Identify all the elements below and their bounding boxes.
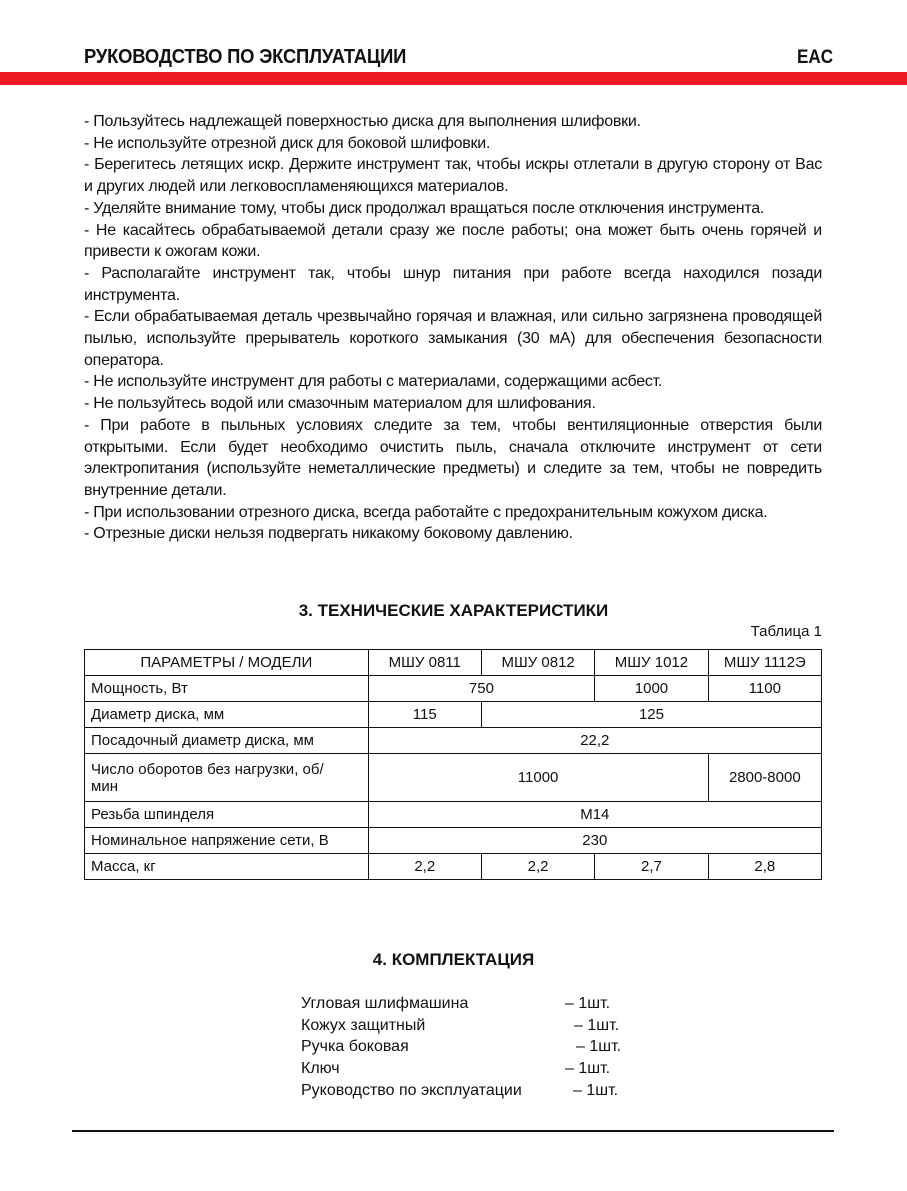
value-cell: 125 (481, 702, 821, 728)
table-row (85, 702, 822, 728)
header-cell: ПАРАМЕТРЫ / МОДЕЛИ (85, 650, 369, 676)
item-qty: – 1шт. (565, 995, 611, 1012)
instruction: - Не используйте отрезной диск для боковой шлифовки. (84, 134, 491, 152)
item-name: Угловая шлифмашина (301, 995, 469, 1012)
table-row (85, 854, 822, 880)
table-header-row (85, 650, 822, 676)
table-caption: Таблица 1 (750, 623, 822, 640)
value-cell: 1000 (595, 676, 708, 702)
document-header-title: РУКОВОДСТВО ПО ЭКСПЛУАТАЦИИ (84, 46, 407, 68)
list-item (301, 1015, 620, 1037)
safety-instructions (84, 111, 822, 545)
item-qty: – 1шт. (576, 1038, 622, 1056)
param-label: Посадочный диаметр диска, мм (85, 728, 369, 754)
instruction: - Не пользуйтесь водой или смазочным материалом для шлифования. (84, 395, 596, 413)
list-item (301, 993, 611, 1015)
list-item (301, 1080, 619, 1102)
param-label: Резьба шпинделя (85, 802, 369, 828)
value-cell: 2,7 (595, 854, 708, 880)
table-row (85, 754, 822, 802)
param-label: Номинальное напряжение сети, В (85, 828, 369, 854)
section-title-specs: 3. ТЕХНИЧЕСКИЕ ХАРАКТЕРИСТИКИ (298, 601, 609, 620)
header-cell: МШУ 1112Э (708, 650, 821, 676)
list-item (301, 1058, 611, 1080)
instruction: - Не касайтесь обрабатываемой детали сразу же после работы; она может быть очень горячей и привести к ожогам кожи. (84, 221, 822, 261)
param-label: Число оборотов без нагрузки, об/мин (85, 754, 369, 802)
value-cell: 2,8 (708, 854, 821, 880)
header-red-bar (0, 72, 907, 85)
instruction: - Берегитесь летящих искр. Держите инструмент так, чтобы искры отлетали в другую сторону от Вас и других людей или легковоспламеняющихся материалов. (84, 156, 822, 196)
table-row (85, 828, 822, 854)
list-item (301, 1036, 622, 1058)
table-row (85, 728, 822, 754)
value-cell: 115 (368, 702, 481, 728)
header-cell: МШУ 0812 (481, 650, 594, 676)
item-qty: – 1шт. (573, 1081, 619, 1099)
instruction: - Располагайте инструмент так, чтобы шнур питания при работе всегда находился позади инструмента. (84, 264, 822, 304)
value-cell: 2800-8000 (708, 754, 821, 802)
eac-mark: EAC (797, 47, 834, 68)
footer-divider (72, 1130, 834, 1132)
item-qty: – 1шт. (565, 1060, 611, 1078)
instruction: - Не используйте инструмент для работы с материалами, содержащими асбест. (84, 373, 663, 391)
kit-list (301, 993, 622, 1101)
instruction: - Отрезные диски нельзя подвергать никакому боковому давлению. (84, 525, 573, 543)
value-cell: 230 (368, 828, 821, 854)
item-name: Ключ (301, 1060, 340, 1078)
instruction: - Уделяйте внимание тому, чтобы диск продолжал вращаться после отключения инструмента. (84, 199, 765, 217)
value-cell: 750 (368, 676, 595, 702)
instruction: - При работе в пыльных условиях следите за тем, чтобы вентиляционные отверстия были открытыми. Если будет необходимо очистить пыль, сначала отключите инструмент от сети электропитания (используйте неметаллические предметы) и следите за тем, чтобы не повредить внутренние детали. (84, 416, 822, 499)
param-label: Мощность, Вт (85, 676, 369, 702)
header-cell: МШУ 1012 (595, 650, 708, 676)
section-title-kit: 4. КОМПЛЕКТАЦИЯ (372, 950, 535, 969)
value-cell: 1100 (708, 676, 821, 702)
value-cell: 2,2 (368, 854, 481, 880)
table-row (85, 802, 822, 828)
instruction: - Пользуйтесь надлежащей поверхностью диска для выполнения шлифовки. (84, 113, 641, 130)
item-name: Ручка боковая (301, 1038, 409, 1056)
param-label: Масса, кг (85, 854, 369, 880)
instruction: - При использовании отрезного диска, всегда работайте с предохранительным кожухом диска. (84, 503, 768, 521)
table-row (85, 676, 822, 702)
value-cell: 2,2 (481, 854, 594, 880)
specs-table (84, 649, 822, 880)
value-cell: 11000 (368, 754, 708, 802)
param-label: Диаметр диска, мм (85, 702, 369, 728)
instruction: - Если обрабатываемая деталь чрезвычайно горячая и влажная, или сильно загрязнена проводящей пылью, используйте прерыватель короткого замыкания (30 мА) для обеспечения безопасности оператора. (84, 308, 822, 369)
value-cell: 22,2 (368, 728, 821, 754)
header-cell: МШУ 0811 (368, 650, 481, 676)
value-cell: M14 (368, 802, 821, 828)
item-qty: – 1шт. (574, 1016, 620, 1034)
item-name: Руководство по эксплуатации (301, 1081, 522, 1099)
item-name: Кожух защитный (301, 1016, 426, 1034)
